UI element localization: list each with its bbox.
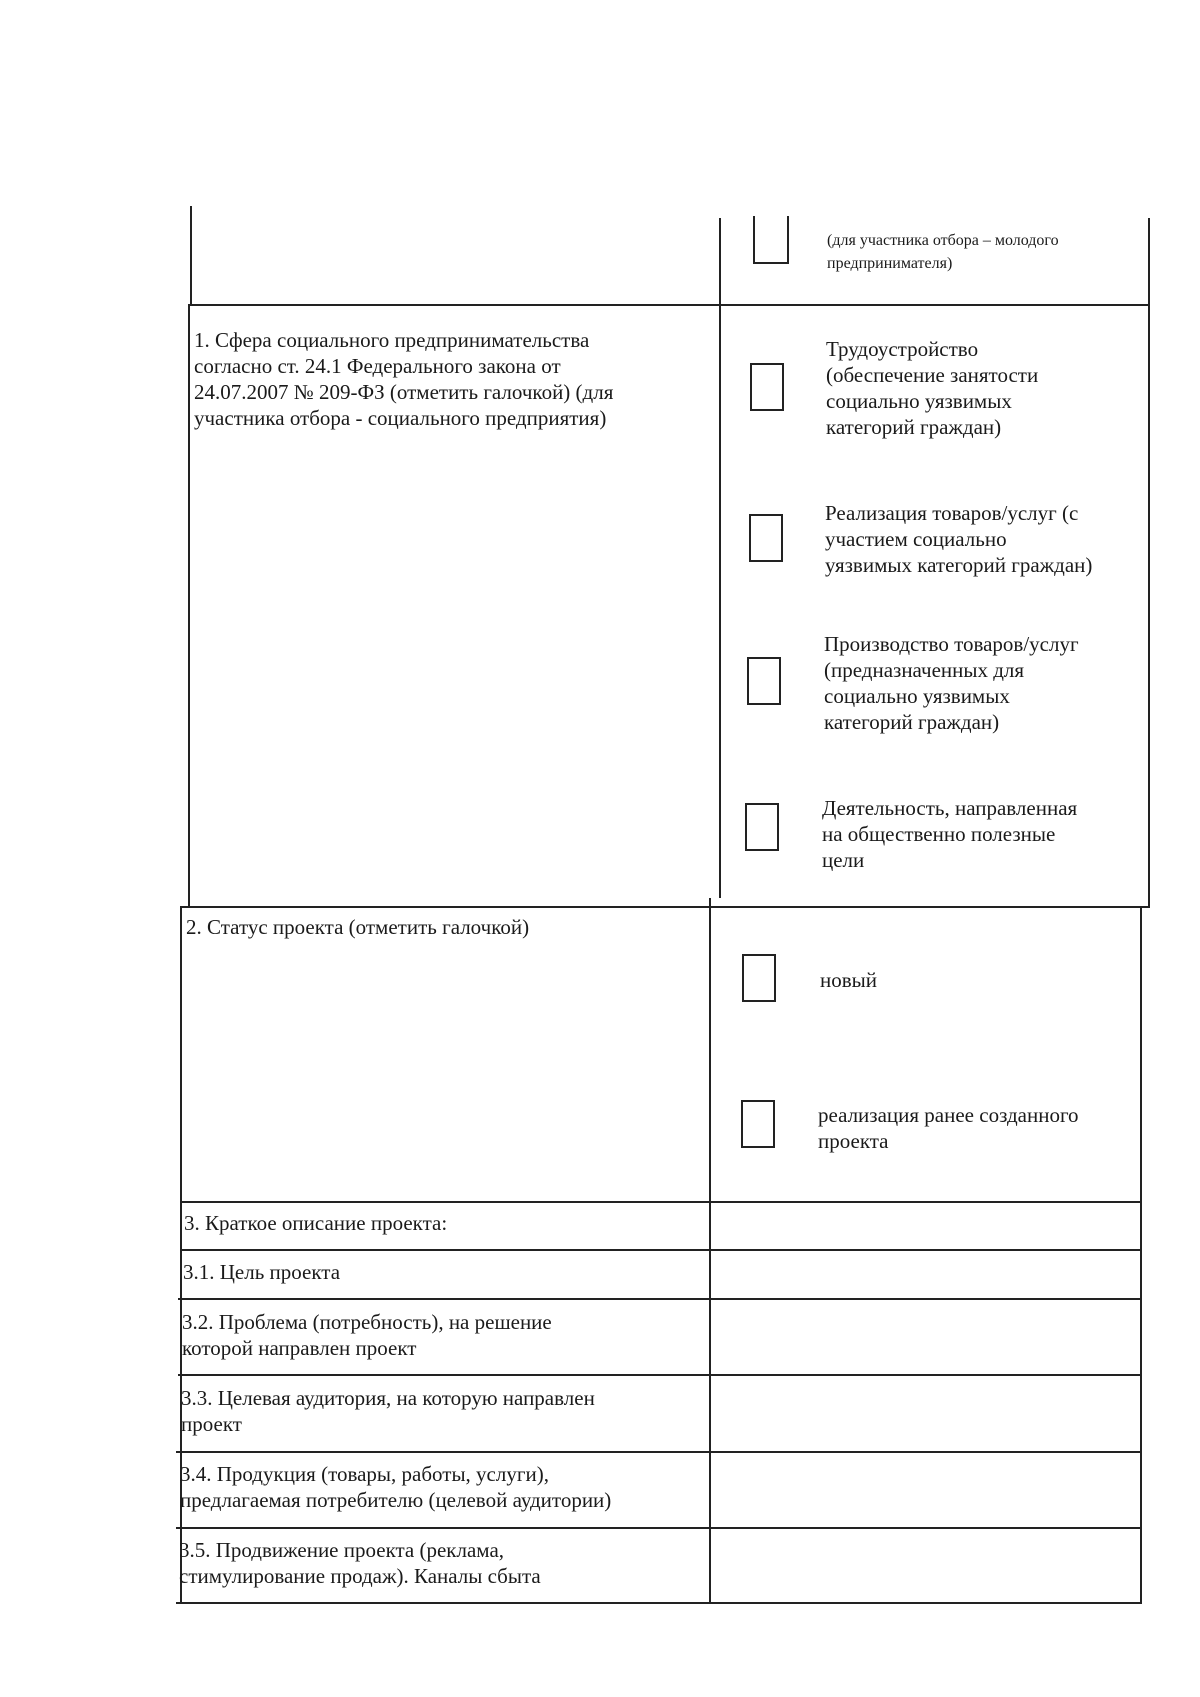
- row-divider: [182, 906, 1150, 908]
- promotion-answer-cell[interactable]: [712, 1529, 1140, 1601]
- product-row-label: 3.4. Продукция (товары, работы, услуги), предлагаемая потребителю (целевой аудитории): [180, 1462, 612, 1512]
- row-divider: [190, 304, 1150, 306]
- table-bottom-border: [176, 1602, 1142, 1604]
- goal-row-label: 3.1. Цель проекта: [183, 1260, 341, 1284]
- public-benefit-checkbox[interactable]: [745, 803, 779, 851]
- description-row-label: 3. Краткое описание проекта:: [184, 1211, 448, 1235]
- promotion-row-label: 3.5. Продвижение проекта (реклама, стимулирование продаж). Каналы сбыта: [179, 1538, 541, 1588]
- audience-row-label: 3.3. Целевая аудитория, на которую направлен проект: [181, 1386, 595, 1436]
- production-option-label: Производство товаров/услуг (предназначенных для социально уязвимых категорий граждан): [824, 632, 1079, 734]
- public-benefit-option-label: Деятельность, направленная на общественно полезные цели: [822, 796, 1078, 872]
- table-right-border: [1140, 906, 1142, 1602]
- problem-row-label: 3.2. Проблема (потребность), на решение которой направлен проект: [182, 1310, 552, 1360]
- audience-answer-cell[interactable]: [712, 1376, 1140, 1450]
- new-project-option-label: новый: [820, 968, 878, 992]
- production-checkbox[interactable]: [747, 657, 781, 705]
- row-divider: [180, 1201, 1142, 1203]
- goal-answer-cell[interactable]: [712, 1251, 1140, 1297]
- social-sphere-label: 1. Сфера социального предпринимательства согласно ст. 24.1 Федерального закона от 24.07.2007 № 209-ФЗ (отметить галочкой) (для участника отбора - социального предприятия): [194, 328, 614, 430]
- employment-checkbox[interactable]: [750, 363, 784, 411]
- young-entrepreneur-note: (для участника отбора – молодого предпринимателя): [827, 232, 1059, 272]
- new-project-checkbox[interactable]: [742, 954, 776, 1002]
- problem-answer-cell[interactable]: [712, 1300, 1140, 1373]
- project-status-label: 2. Статус проекта (отметить галочкой): [186, 915, 530, 939]
- existing-project-option-label: реализация ранее созданного проекта: [818, 1103, 1079, 1153]
- product-answer-cell[interactable]: [712, 1453, 1140, 1526]
- table-left-border: [188, 304, 190, 906]
- employment-option-label: Трудоустройство (обеспечение занятости социально уязвимых категорий граждан): [826, 337, 1039, 439]
- existing-project-checkbox[interactable]: [741, 1100, 775, 1148]
- table-left-border: [190, 206, 192, 304]
- table-right-border: [1148, 218, 1150, 908]
- sales-checkbox[interactable]: [749, 514, 783, 562]
- column-divider: [719, 218, 721, 898]
- sales-option-label: Реализация товаров/услуг (с участием социально уязвимых категорий граждан): [825, 501, 1093, 577]
- young-entrepreneur-checkbox[interactable]: [753, 216, 789, 264]
